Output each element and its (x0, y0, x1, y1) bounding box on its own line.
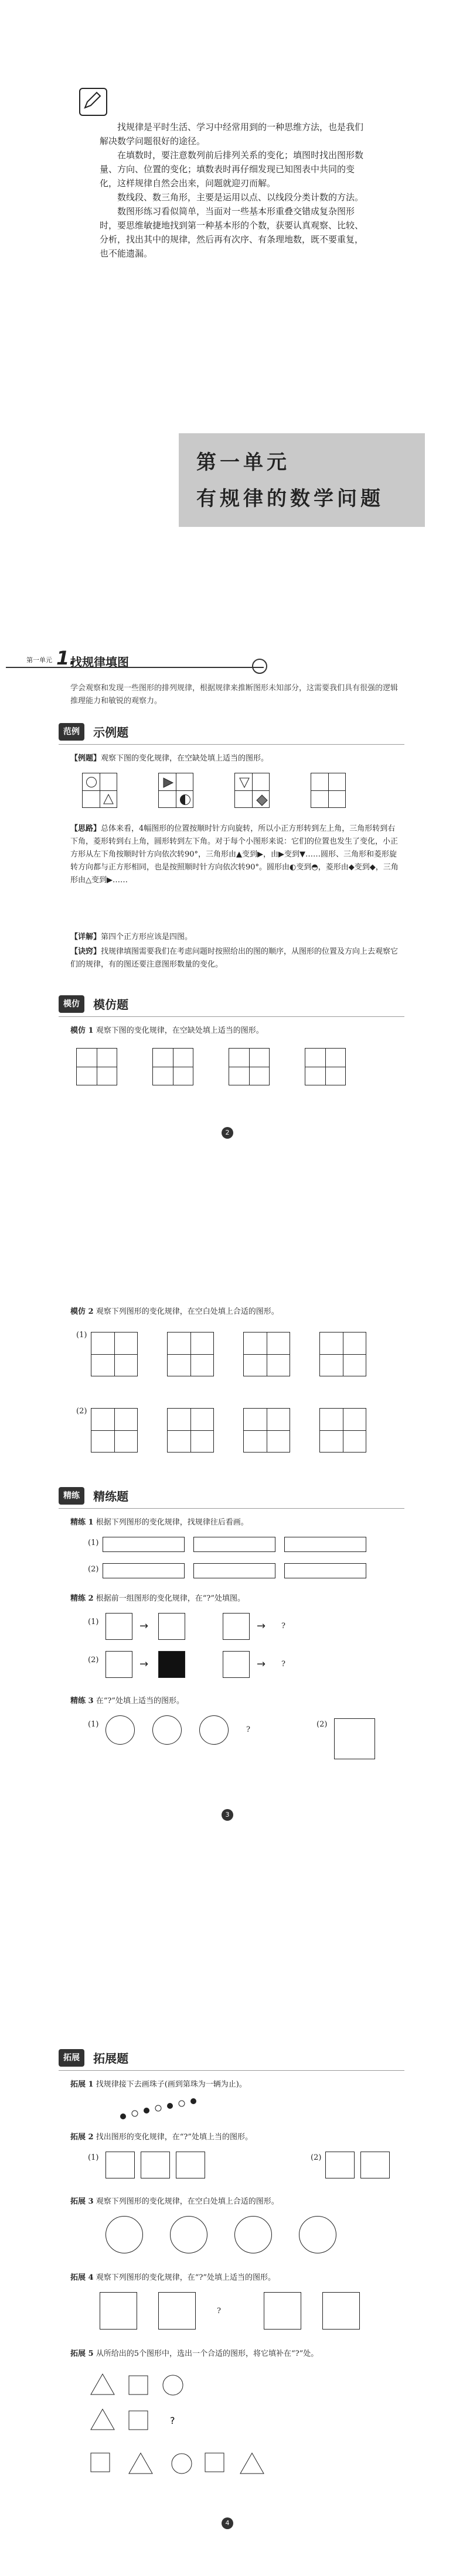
section-divider (6, 667, 264, 668)
extend-q2-left (105, 2152, 223, 2181)
figure-square (243, 1332, 290, 1376)
bead-box (284, 1537, 366, 1552)
ring-figure (170, 2216, 207, 2253)
extend-q5 (70, 2348, 399, 2361)
ring-figure (105, 2216, 143, 2253)
sub-label: (2) (88, 1656, 99, 1664)
answer-square[interactable] (305, 1048, 346, 1085)
triangle-shape (162, 777, 174, 789)
extend-q1-text: 找规律接下去画珠子(画到第珠为一辆为止)。 (96, 2080, 247, 2089)
example-header (59, 723, 404, 745)
figure-square (158, 1651, 185, 1678)
example-think-text: 总体来看，4幅图形的位置按顺时针方向旋转，所以小正方形转到左上角，三角形转到右下角，菱形转到右上角，圆形转到左下角。对于每个小图形来说：它们的位置也发生了变化，小正方形从左下角按顺时针方向依次转90°，三角形由▲变到▶，由▶变到▼……圆形、三角形和菱形旋转方向都与正方形相同，也是按照顺时针方向依次转90°。圆形由◐变到◓，菱形由◆变到◆，三角形由△变到▶…… (70, 824, 399, 885)
imitate-q2 (70, 1306, 399, 1318)
figure-square (152, 1048, 193, 1085)
circle-figure (105, 1715, 135, 1745)
figure-square (176, 2152, 205, 2178)
imitate-q2-row2 (91, 1408, 407, 1455)
pen-nib-icon (252, 659, 267, 674)
extend-q3-figures (105, 2216, 399, 2257)
answer-square[interactable] (319, 1408, 366, 1453)
extend-q2-tag: 拓展 2 (70, 2133, 94, 2142)
question-mark[interactable]: ? (246, 1725, 250, 1734)
practice-header (59, 1487, 404, 1509)
unit-title: 第一单元 (196, 451, 290, 474)
circle-shape (86, 777, 97, 787)
figure-square (105, 2152, 135, 2178)
extend-q2-right (325, 2152, 419, 2181)
page-number: 2 (222, 1127, 233, 1139)
answer-square[interactable] (360, 2152, 390, 2178)
example-q-text: 观察下图的变化规律，在空缺处填上适当的图形。 (101, 754, 269, 763)
svg-text:?: ? (170, 2415, 175, 2426)
extend-title: 拓展题 (93, 2051, 129, 2065)
unit-subtitle: 有规律的数学问题 (196, 487, 384, 511)
example-think-tag: 【思路】 (70, 824, 101, 833)
imitate-divider (59, 1016, 404, 1017)
bar-row (103, 1563, 396, 1581)
figure-square (223, 1651, 250, 1678)
bead-row (103, 1537, 396, 1554)
figure-square (167, 1408, 214, 1453)
sub-label: (2) (76, 1407, 87, 1416)
section-title: 找规律填图 (70, 655, 129, 669)
practice-q2-row1 (105, 1613, 399, 1642)
practice-q1 (70, 1516, 399, 1529)
figure-square (91, 1408, 138, 1453)
extend-q5-text: 从所给出的5个图形中，选出一个合适的图形，将它填补在“?”处。 (96, 2349, 319, 2358)
extend-q4-text: 观察下列图形的变化规律，在“?”处填上适当的图形。 (96, 2273, 275, 2282)
arrow-right-icon: → (257, 1620, 266, 1632)
circle-figure (152, 1715, 182, 1745)
page-number: 3 (222, 1809, 233, 1821)
imitate-q2-text: 观察下列图形的变化规律，在空白处填上合适的图形。 (96, 1307, 279, 1316)
extend-q5-tag: 拓展 5 (70, 2349, 94, 2358)
intro-paragraph: 数图形练习看似简单，当面对一些基本形重叠交错成复杂图形时，要思维敏捷地找到第一种基本形的个数，获要认真观察、比较、分析，找出其中的规律，然后再有次序、有条理地数，既不要重复，也不能遗漏。 (100, 206, 364, 259)
extend-q4 (70, 2272, 399, 2284)
ring-figure (234, 2216, 272, 2253)
bar-box (284, 1563, 366, 1578)
extend-q2-text: 找出图形的变化规律，在“?”处填上当的图形。 (96, 2133, 253, 2142)
extend-q1-tag: 拓展 1 (70, 2080, 94, 2089)
imitate-q2-row1 (91, 1332, 407, 1379)
practice-q2 (70, 1592, 399, 1605)
sub-label: (1) (88, 1618, 99, 1626)
intro-text (100, 120, 369, 261)
circle-shape (180, 794, 190, 805)
example-figures (82, 773, 399, 814)
intro-paragraph: 在填数时，要注意数列前后排列关系的变化；填图时找出图形数量、方向、位置的变化；填数表时再仔细发现已知图表中共同的变化，这样规律自然会出来，问题就迎刃而解。 (100, 150, 364, 189)
example-question (70, 752, 399, 765)
answer-ring[interactable] (299, 2216, 336, 2253)
answer-square[interactable] (319, 1332, 366, 1376)
circle-figure (199, 1715, 229, 1745)
section-goal: 学会观察和发现一些图形的排列规律，根据规律来推断图形未知部分，这需要我们具有很强的逻辑推理能力和敏锐的观察力。 (70, 684, 399, 705)
intro-paragraph: 数线段、数三角形，主要是运用以点、以线段分类计数的方法。 (117, 192, 364, 203)
sub-label: (1) (76, 1331, 87, 1340)
practice-q2-text: 根据前一组图形的变化规律，在“?”处填图。 (96, 1594, 245, 1603)
imitate-q1-text: 观察下图的变化规律，在空缺处填上适当的图形。 (96, 1026, 264, 1035)
dot-grid-figure (334, 1718, 375, 1759)
imitate-badge: 模仿 (59, 995, 84, 1013)
practice-badge: 精练 (59, 1487, 84, 1505)
unit-banner (179, 433, 425, 527)
extend-q3-text: 观察下列图形的变化规律，在空白处填上合适的图形。 (96, 2197, 279, 2206)
triangle-shape (103, 793, 114, 805)
arrow-right-icon: → (139, 1620, 149, 1632)
practice-q1-text: 根据下列图形的变化规律，找规律往后看画。 (96, 1518, 248, 1527)
figure-square (243, 1408, 290, 1453)
extend-divider (59, 2070, 404, 2071)
example-detail-tag: 【详解】 (70, 933, 101, 941)
section-unit-tag: 第一单元 (26, 656, 52, 664)
figure-square (158, 1613, 185, 1640)
figure-square (167, 1332, 214, 1376)
page-number: 4 (222, 2517, 233, 2529)
pencil-icon (79, 88, 107, 116)
example-tip (70, 946, 399, 971)
sub-label: (1) (88, 1720, 99, 1729)
example-badge: 范例 (59, 723, 84, 741)
figure-square (322, 2292, 360, 2330)
practice-q3 (70, 1695, 399, 1708)
figure-square (325, 2152, 355, 2178)
figure-square (229, 1048, 270, 1085)
imitate-q1-tag: 模仿 1 (70, 1026, 94, 1035)
figure-square (158, 2292, 196, 2330)
bead-box (103, 1537, 185, 1552)
extend-q3-tag: 拓展 3 (70, 2197, 94, 2206)
figure-square (223, 1613, 250, 1640)
imitate-q2-tag: 模仿 2 (70, 1307, 94, 1316)
extend-badge: 拓展 (59, 2049, 84, 2067)
practice-title: 精练题 (93, 1489, 129, 1503)
sub-label: (2) (311, 2153, 322, 2162)
example-divider (59, 744, 404, 745)
practice-q3-text: 在“?”处填上适当的图形。 (96, 1697, 184, 1705)
practice-divider (59, 1508, 404, 1509)
practice-q1-tag: 精练 1 (70, 1518, 94, 1527)
sub-label: (2) (88, 1565, 99, 1574)
figure-square (141, 2152, 170, 2178)
example-detail-text: 第四个正方形应该是四图。 (101, 933, 193, 941)
example-detail (70, 931, 399, 944)
question-mark[interactable]: ? (217, 2307, 221, 2315)
example-title: 示例题 (93, 725, 129, 739)
example-tip-text: 找规律填图需要我们在考虑问题时按照给出的图的顺序，从图形的位置及方向上去观察它们的规律，有的图还要注意图形数量的变化。 (70, 947, 399, 969)
imitate-q1-figures (76, 1048, 404, 1089)
bar-box (193, 1563, 275, 1578)
arrow-right-icon: → (257, 1658, 266, 1670)
extend-header (59, 2049, 404, 2071)
bar-box (103, 1563, 185, 1578)
practice-q2-tag: 精练 2 (70, 1594, 94, 1603)
figure-square (91, 1332, 138, 1376)
shape-options-grid (88, 2371, 369, 2500)
sub-label: (1) (88, 2153, 99, 2162)
question-mark[interactable]: ? (281, 1660, 285, 1669)
extend-q2 (70, 2131, 399, 2144)
section-number: 1. (56, 647, 77, 669)
bead-box (193, 1537, 275, 1552)
figure-square (158, 773, 193, 808)
triangle-shape (239, 777, 250, 789)
sub-label: (2) (316, 1720, 328, 1729)
extend-q5-figures (88, 2371, 369, 2500)
example-think (70, 823, 399, 887)
extend-q4-figures (100, 2292, 404, 2333)
figure-square (105, 1613, 132, 1640)
answer-square[interactable] (311, 773, 346, 808)
section-heading (6, 647, 457, 670)
figure-square (234, 773, 270, 808)
practice-q3-tag: 精练 3 (70, 1697, 94, 1705)
practice-q2-row2 (105, 1651, 399, 1680)
figure-square (105, 1651, 132, 1678)
example-q-tag: 【例题】 (70, 754, 101, 763)
figure-square (100, 2292, 137, 2330)
figure-square (76, 1048, 117, 1085)
figure-square (264, 2292, 301, 2330)
intro-paragraph: 找规律是平时生活、学习中经常用到的一种思维方法，也是我们解决数学问题很好的途径。 (100, 122, 364, 146)
arrow-right-icon: → (139, 1658, 149, 1670)
figure-square (82, 773, 117, 808)
imitate-header (59, 995, 404, 1017)
bead-chain (117, 2093, 281, 2128)
question-mark[interactable]: ? (281, 1622, 285, 1630)
example-tip-tag: 【诀窍】 (70, 947, 101, 956)
extend-q3 (70, 2195, 399, 2208)
imitate-q1 (70, 1025, 399, 1037)
extend-q4-tag: 拓展 4 (70, 2273, 94, 2282)
sub-label: (1) (88, 1539, 99, 1547)
imitate-title: 模仿题 (93, 998, 129, 1012)
diamond-shape (256, 794, 268, 806)
extend-q1 (70, 2078, 399, 2091)
